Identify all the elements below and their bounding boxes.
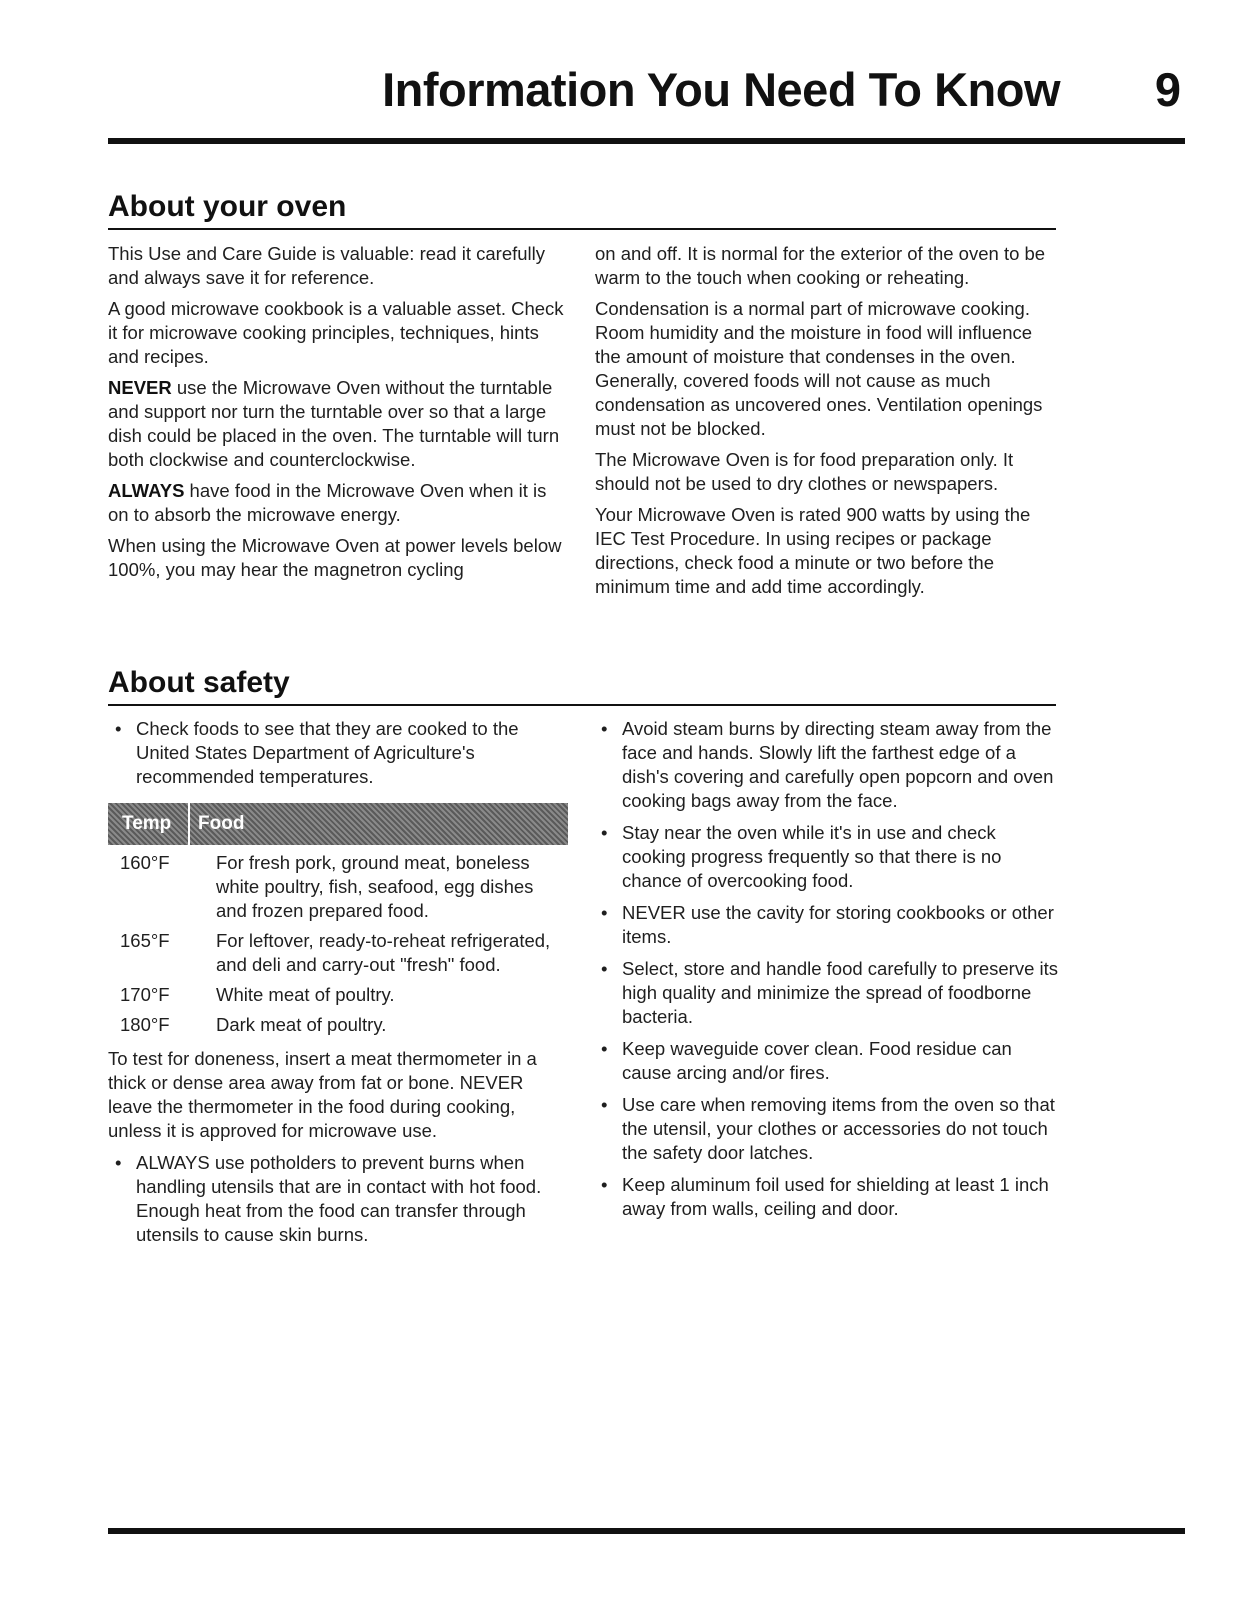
bullet-text: Avoid steam burns by directing steam away from the face and hands. Slowly lift the farthest edge of a dish's covering and carefully open popcorn and oven cooking bags away from the face. bbox=[622, 718, 1054, 811]
bullet-marker: • bbox=[115, 1152, 122, 1173]
always-emphasis: ALWAYS bbox=[108, 480, 185, 501]
food-column-header: Food bbox=[198, 813, 245, 834]
table-row bbox=[108, 983, 568, 1007]
bullet-marker: • bbox=[601, 822, 608, 843]
never-emphasis: NEVER bbox=[108, 377, 172, 398]
safety-bullet bbox=[594, 1093, 1064, 1165]
temp-cell: 170°F bbox=[120, 984, 170, 1005]
safety-bullet bbox=[594, 1037, 1064, 1085]
food-cell: For leftover, ready-to-reheat refrigerated, and deli and carry-out "fresh" food. bbox=[216, 930, 551, 975]
temp-cell: 180°F bbox=[120, 1014, 170, 1035]
bullet-text: Keep aluminum foil used for shielding at least 1 inch away from walls, ceiling and door. bbox=[622, 1174, 1049, 1219]
bullet-marker: • bbox=[115, 718, 122, 739]
bullet-marker: • bbox=[601, 1174, 608, 1195]
table-row bbox=[108, 851, 568, 923]
about-oven-left-column bbox=[108, 242, 564, 589]
safety-bullet bbox=[594, 957, 1064, 1029]
oven-paragraph-never bbox=[108, 376, 564, 472]
bullet-marker: • bbox=[601, 902, 608, 923]
safety-bullet bbox=[594, 821, 1064, 893]
temp-column-header: Temp bbox=[108, 803, 190, 845]
bullet-marker: • bbox=[601, 1038, 608, 1059]
never-text: use the Microwave Oven without the turntable and support nor turn the turntable over so that a large dish could be placed in the oven. The turntable will turn both clockwise and counterclockwise. bbox=[108, 377, 560, 470]
bullet-text: Stay near the oven while it's in use and check cooking progress frequently so that there is no chance of overcooking food. bbox=[622, 822, 1002, 891]
safety-bullet bbox=[594, 901, 1064, 949]
oven-paragraph: When using the Microwave Oven at power levels below 100%, you may hear the magnetron cycling bbox=[108, 535, 562, 580]
safety-bullet bbox=[594, 717, 1064, 813]
oven-paragraph: This Use and Care Guide is valuable: read it carefully and always save it for reference. bbox=[108, 243, 546, 288]
bullet-text: Select, store and handle food carefully to preserve its high quality and minimize the spread of foodborne bacteria. bbox=[622, 958, 1059, 1027]
table-row bbox=[108, 1013, 568, 1037]
oven-paragraph: The Microwave Oven is for food preparation only. It should not be used to dry clothes or newspapers. bbox=[595, 449, 1014, 494]
table-row bbox=[108, 929, 568, 977]
safety-bullet bbox=[108, 1151, 570, 1247]
bullet-marker: • bbox=[601, 958, 608, 979]
bullet-text: Check foods to see that they are cooked to the United States Department of Agriculture's recommended temperatures. bbox=[136, 718, 519, 787]
oven-paragraph: Condensation is a normal part of microwave cooking. Room humidity and the moisture in food will influence the amount of moisture that condenses in the oven. Generally, covered foods will not cause as much condensation as uncovered ones. Ventilation openings must not be blocked. bbox=[595, 298, 1043, 439]
safety-bullet-list bbox=[108, 1151, 570, 1247]
bullet-text: Use care when removing items from the oven so that the utensil, your clothes or accessories do not touch the safety door latches. bbox=[622, 1094, 1055, 1163]
bullet-text: NEVER use the cavity for storing cookbooks or other items. bbox=[622, 902, 1054, 947]
about-safety-left-column bbox=[108, 717, 570, 1255]
page-number: 9 bbox=[1154, 63, 1181, 116]
section-heading-about-oven: About your oven bbox=[108, 188, 1056, 230]
safety-bullet bbox=[594, 1173, 1064, 1221]
about-safety-right-column bbox=[594, 717, 1064, 1229]
oven-paragraph: A good microwave cookbook is a valuable asset. Check it for microwave cooking principles, techniques, hints and recipes. bbox=[108, 298, 564, 367]
temperature-table-header bbox=[108, 803, 568, 845]
bullet-marker: • bbox=[601, 1094, 608, 1115]
food-cell: Dark meat of poultry. bbox=[216, 1014, 387, 1035]
temperature-table bbox=[108, 803, 568, 1037]
safety-bullet-list bbox=[108, 717, 570, 789]
bullet-text: ALWAYS use potholders to prevent burns when handling utensils that are in contact with hot food. Enough heat from the food can transfer through utensils to cause skin burns. bbox=[136, 1152, 542, 1245]
temp-cell: 165°F bbox=[120, 930, 170, 951]
doneness-paragraph: To test for doneness, insert a meat thermometer in a thick or dense area away from fat or bone. NEVER leave the thermometer in the food during cooking, unless it is approved for microwave use. bbox=[108, 1048, 537, 1141]
safety-bullet bbox=[108, 717, 570, 789]
page-title: Information You Need To Know bbox=[382, 63, 1060, 116]
about-oven-right-column bbox=[595, 242, 1057, 606]
food-cell: For fresh pork, ground meat, boneless white poultry, fish, seafood, egg dishes and frozen prepared food. bbox=[216, 852, 534, 921]
section-heading-about-safety: About safety bbox=[108, 664, 1056, 706]
header-rule bbox=[108, 138, 1185, 144]
bullet-text: Keep waveguide cover clean. Food residue can cause arcing and/or fires. bbox=[622, 1038, 1012, 1083]
oven-paragraph: on and off. It is normal for the exterior of the oven to be warm to the touch when cooking or reheating. bbox=[595, 243, 1046, 288]
oven-paragraph-always bbox=[108, 479, 564, 527]
temp-cell: 160°F bbox=[120, 852, 170, 873]
footer-rule bbox=[108, 1528, 1185, 1534]
food-cell: White meat of poultry. bbox=[216, 984, 395, 1005]
bullet-marker: • bbox=[601, 718, 608, 739]
safety-bullet-list bbox=[594, 717, 1064, 1221]
oven-paragraph: Your Microwave Oven is rated 900 watts by using the IEC Test Procedure. In using recipes or package directions, check food a minute or two before the minimum time and add time accordingly. bbox=[595, 504, 1031, 597]
always-text: have food in the Microwave Oven when it is on to absorb the microwave energy. bbox=[108, 480, 547, 525]
